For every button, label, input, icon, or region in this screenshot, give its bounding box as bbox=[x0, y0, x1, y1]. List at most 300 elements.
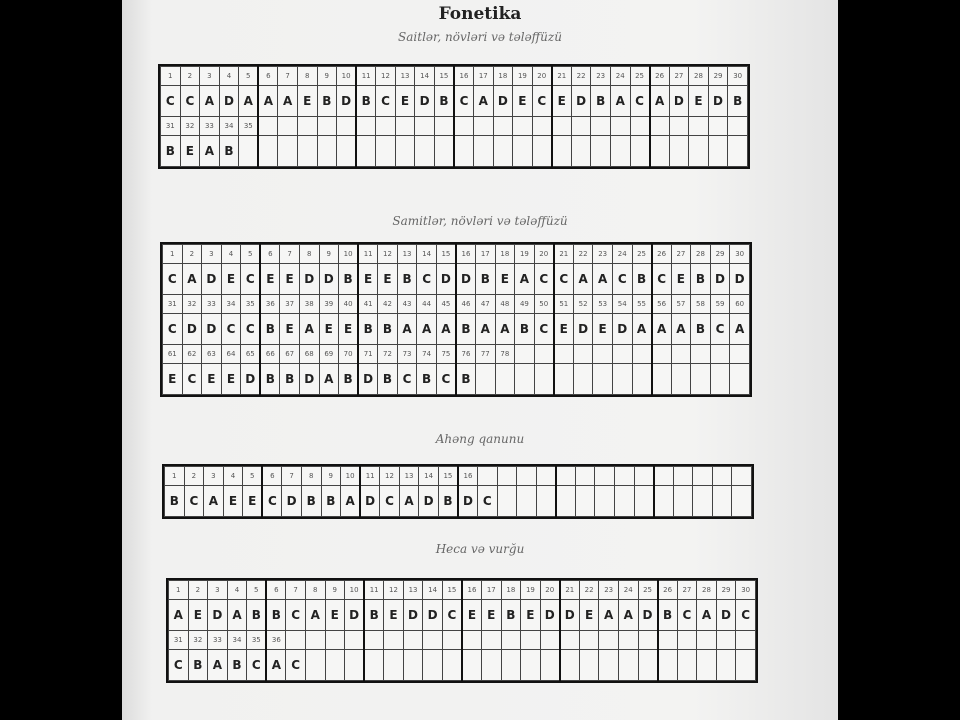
question-number: 32 bbox=[182, 295, 202, 314]
answer-letter-row bbox=[161, 86, 748, 117]
answer-letter: D bbox=[493, 86, 513, 117]
answer-letter: A bbox=[239, 86, 259, 117]
answer-letter: E bbox=[243, 486, 263, 517]
question-number: 25 bbox=[632, 245, 652, 264]
question-number bbox=[556, 467, 576, 486]
question-number: 23 bbox=[593, 245, 613, 264]
question-number: 22 bbox=[571, 67, 591, 86]
answer-letter: A bbox=[697, 600, 717, 631]
answer-letter bbox=[493, 136, 513, 167]
question-number: 13 bbox=[399, 467, 419, 486]
answer-letter: A bbox=[671, 314, 691, 345]
answer-letter bbox=[691, 364, 711, 395]
answer-letter bbox=[395, 136, 415, 167]
question-number: 69 bbox=[319, 345, 339, 364]
answer-letter: A bbox=[515, 264, 535, 295]
section-consonants-grid bbox=[162, 244, 750, 395]
answer-letter: E bbox=[579, 600, 599, 631]
section-title-vowels: Saitlər, növləri və tələffüzü bbox=[398, 30, 562, 44]
answer-letter: C bbox=[532, 86, 552, 117]
answer-letter bbox=[384, 650, 404, 681]
question-number: 28 bbox=[689, 67, 709, 86]
question-number bbox=[325, 631, 345, 650]
answer-letter: A bbox=[169, 600, 189, 631]
answer-letter: E bbox=[188, 600, 208, 631]
question-number: 32 bbox=[180, 117, 200, 136]
answer-letter: C bbox=[376, 86, 396, 117]
question-number: 33 bbox=[208, 631, 228, 650]
answer-letter: C bbox=[454, 86, 474, 117]
answer-letter bbox=[697, 650, 717, 681]
answer-letter bbox=[337, 136, 357, 167]
answer-letter bbox=[610, 136, 630, 167]
question-number: 5 bbox=[243, 467, 263, 486]
answer-letter bbox=[689, 136, 709, 167]
question-number bbox=[650, 117, 670, 136]
answer-letter: E bbox=[221, 364, 241, 395]
answer-letter bbox=[708, 136, 728, 167]
answer-letter: A bbox=[258, 86, 278, 117]
question-number: 28 bbox=[697, 581, 717, 600]
answer-letter: C bbox=[652, 264, 672, 295]
answer-letter: B bbox=[378, 314, 398, 345]
answer-letter: D bbox=[423, 600, 443, 631]
answer-letter: A bbox=[305, 600, 325, 631]
answer-letter bbox=[712, 486, 732, 517]
question-number bbox=[317, 117, 337, 136]
answer-letter: D bbox=[571, 86, 591, 117]
answer-letter: C bbox=[534, 314, 554, 345]
answer-letter: B bbox=[280, 364, 300, 395]
answer-letter: C bbox=[182, 364, 202, 395]
question-number bbox=[716, 631, 736, 650]
question-number: 4 bbox=[221, 245, 241, 264]
question-number: 27 bbox=[669, 67, 689, 86]
question-number: 41 bbox=[358, 295, 378, 314]
section-title-harmony: Ahəng qanunu bbox=[435, 432, 525, 446]
answer-letter bbox=[495, 364, 515, 395]
answer-letter bbox=[534, 364, 554, 395]
answer-letter: D bbox=[638, 600, 658, 631]
answer-letter bbox=[513, 136, 533, 167]
question-number: 25 bbox=[630, 67, 650, 86]
question-number: 19 bbox=[515, 245, 535, 264]
answer-letter: E bbox=[462, 600, 482, 631]
question-number: 34 bbox=[227, 631, 247, 650]
answer-letter: A bbox=[341, 486, 361, 517]
question-number: 8 bbox=[305, 581, 325, 600]
answer-letter: D bbox=[436, 264, 456, 295]
answer-sheet-page bbox=[122, 0, 838, 720]
answer-letter: B bbox=[378, 364, 398, 395]
answer-letter: B bbox=[591, 86, 611, 117]
answer-letter: B bbox=[501, 600, 521, 631]
answer-letter: C bbox=[677, 600, 697, 631]
question-number: 36 bbox=[266, 631, 286, 650]
answer-letter: E bbox=[671, 264, 691, 295]
question-number: 26 bbox=[650, 67, 670, 86]
question-number: 15 bbox=[438, 467, 458, 486]
answer-letter bbox=[442, 650, 462, 681]
answer-letter: D bbox=[708, 86, 728, 117]
question-number: 65 bbox=[241, 345, 261, 364]
question-number bbox=[415, 117, 435, 136]
answer-letter bbox=[677, 650, 697, 681]
answer-letter bbox=[536, 486, 556, 517]
question-number bbox=[654, 467, 674, 486]
question-number bbox=[630, 117, 650, 136]
answer-letter: E bbox=[593, 314, 613, 345]
answer-letter: B bbox=[417, 364, 437, 395]
question-number: 56 bbox=[652, 295, 672, 314]
question-number: 3 bbox=[208, 581, 228, 600]
answer-letter bbox=[591, 136, 611, 167]
answer-letter: E bbox=[689, 86, 709, 117]
answer-letter: A bbox=[182, 264, 202, 295]
answer-letter bbox=[736, 650, 756, 681]
answer-letter bbox=[482, 650, 502, 681]
answer-letter bbox=[476, 364, 496, 395]
question-number bbox=[712, 467, 732, 486]
question-number: 16 bbox=[462, 581, 482, 600]
question-number: 30 bbox=[728, 67, 748, 86]
answer-letter: A bbox=[278, 86, 298, 117]
question-number: 49 bbox=[515, 295, 535, 314]
question-number bbox=[673, 467, 693, 486]
answer-letter: C bbox=[241, 264, 261, 295]
answer-letter: C bbox=[436, 364, 456, 395]
question-number: 20 bbox=[534, 245, 554, 264]
question-number: 5 bbox=[241, 245, 261, 264]
question-number: 47 bbox=[476, 295, 496, 314]
question-number: 35 bbox=[241, 295, 261, 314]
question-number-row bbox=[161, 67, 748, 86]
question-number bbox=[728, 117, 748, 136]
answer-letter-row bbox=[163, 264, 750, 295]
answer-table bbox=[168, 580, 756, 681]
question-number bbox=[442, 631, 462, 650]
question-number bbox=[278, 117, 298, 136]
question-number bbox=[376, 117, 396, 136]
question-number: 70 bbox=[339, 345, 359, 364]
question-number bbox=[579, 631, 599, 650]
question-number bbox=[595, 467, 615, 486]
answer-letter: A bbox=[227, 600, 247, 631]
question-number: 2 bbox=[182, 245, 202, 264]
question-number: 2 bbox=[188, 581, 208, 600]
question-number: 31 bbox=[169, 631, 189, 650]
question-number bbox=[730, 345, 750, 364]
answer-letter: B bbox=[456, 314, 476, 345]
answer-letter: C bbox=[612, 264, 632, 295]
question-number bbox=[501, 631, 521, 650]
answer-letter bbox=[532, 136, 552, 167]
page-title: Fonetika bbox=[438, 4, 522, 24]
answer-letter bbox=[630, 136, 650, 167]
question-number bbox=[554, 345, 574, 364]
question-number bbox=[517, 467, 537, 486]
question-number: 21 bbox=[552, 67, 572, 86]
answer-letter: A bbox=[476, 314, 496, 345]
question-number: 34 bbox=[221, 295, 241, 314]
answer-letter: B bbox=[358, 314, 378, 345]
question-number: 11 bbox=[358, 245, 378, 264]
answer-letter bbox=[710, 364, 730, 395]
question-number bbox=[652, 345, 672, 364]
answer-letter: D bbox=[456, 264, 476, 295]
question-number: 46 bbox=[456, 295, 476, 314]
question-number bbox=[305, 631, 325, 650]
question-number: 7 bbox=[282, 467, 302, 486]
question-number: 6 bbox=[260, 245, 280, 264]
answer-letter: A bbox=[208, 650, 228, 681]
answer-letter: C bbox=[417, 264, 437, 295]
question-number: 13 bbox=[403, 581, 423, 600]
question-number: 4 bbox=[219, 67, 239, 86]
question-number-row bbox=[163, 245, 750, 264]
question-number: 2 bbox=[180, 67, 200, 86]
answer-letter: D bbox=[730, 264, 750, 295]
answer-letter: D bbox=[337, 86, 357, 117]
question-number: 26 bbox=[658, 581, 678, 600]
question-number: 78 bbox=[495, 345, 515, 364]
answer-letter bbox=[517, 486, 537, 517]
answer-letter bbox=[614, 486, 634, 517]
answer-letter: D bbox=[716, 600, 736, 631]
question-number: 17 bbox=[482, 581, 502, 600]
answer-letter: A bbox=[399, 486, 419, 517]
answer-letter-row bbox=[169, 650, 756, 681]
question-number: 4 bbox=[223, 467, 243, 486]
answer-letter bbox=[671, 364, 691, 395]
answer-letter bbox=[403, 650, 423, 681]
section-syllable-stress-grid bbox=[168, 580, 756, 681]
question-number: 29 bbox=[710, 245, 730, 264]
answer-letter bbox=[258, 136, 278, 167]
question-number bbox=[521, 631, 541, 650]
answer-letter: B bbox=[317, 86, 337, 117]
question-number: 76 bbox=[456, 345, 476, 364]
section-title-syllable-stress: Heca və vurğu bbox=[435, 542, 525, 556]
answer-letter: C bbox=[554, 264, 574, 295]
question-number-row bbox=[161, 117, 748, 136]
answer-letter: C bbox=[180, 86, 200, 117]
question-number: 6 bbox=[258, 67, 278, 86]
question-number: 3 bbox=[202, 245, 222, 264]
question-number: 42 bbox=[378, 295, 398, 314]
question-number: 14 bbox=[415, 67, 435, 86]
question-number: 50 bbox=[534, 295, 554, 314]
question-number: 64 bbox=[221, 345, 241, 364]
answer-letter: E bbox=[552, 86, 572, 117]
question-number bbox=[403, 631, 423, 650]
question-number: 6 bbox=[266, 581, 286, 600]
answer-letter: E bbox=[384, 600, 404, 631]
answer-letter bbox=[732, 486, 752, 517]
answer-letter: B bbox=[339, 264, 359, 295]
question-number-row bbox=[169, 631, 756, 650]
answer-letter: E bbox=[513, 86, 533, 117]
answer-table bbox=[164, 466, 752, 517]
question-number: 39 bbox=[319, 295, 339, 314]
answer-letter: D bbox=[419, 486, 439, 517]
answer-letter: C bbox=[380, 486, 400, 517]
question-number: 72 bbox=[378, 345, 398, 364]
answer-letter: E bbox=[202, 364, 222, 395]
answer-letter: A bbox=[200, 86, 220, 117]
question-number bbox=[634, 467, 654, 486]
question-number: 75 bbox=[436, 345, 456, 364]
answer-letter bbox=[415, 136, 435, 167]
question-number: 36 bbox=[260, 295, 280, 314]
answer-letter: D bbox=[458, 486, 478, 517]
question-number: 10 bbox=[341, 467, 361, 486]
question-number: 5 bbox=[247, 581, 267, 600]
answer-letter bbox=[618, 650, 638, 681]
answer-letter: A bbox=[599, 600, 619, 631]
question-number bbox=[573, 345, 593, 364]
answer-letter: E bbox=[319, 314, 339, 345]
answer-letter: A bbox=[417, 314, 437, 345]
question-number: 32 bbox=[188, 631, 208, 650]
question-number: 22 bbox=[573, 245, 593, 264]
question-number: 58 bbox=[691, 295, 711, 314]
answer-letter: E bbox=[495, 264, 515, 295]
question-number: 8 bbox=[297, 67, 317, 86]
answer-letter: A bbox=[618, 600, 638, 631]
question-number: 34 bbox=[219, 117, 239, 136]
answer-letter: B bbox=[397, 264, 417, 295]
answer-letter: D bbox=[415, 86, 435, 117]
question-number: 9 bbox=[321, 467, 341, 486]
question-number bbox=[593, 345, 613, 364]
answer-letter bbox=[716, 650, 736, 681]
question-number: 33 bbox=[200, 117, 220, 136]
answer-letter bbox=[434, 136, 454, 167]
answer-letter: A bbox=[266, 650, 286, 681]
question-number bbox=[638, 631, 658, 650]
answer-letter: C bbox=[630, 86, 650, 117]
answer-letter: D bbox=[202, 264, 222, 295]
answer-letter: B bbox=[260, 364, 280, 395]
answer-letter: C bbox=[478, 486, 498, 517]
question-number: 15 bbox=[434, 67, 454, 86]
answer-letter: E bbox=[325, 600, 345, 631]
question-number: 16 bbox=[456, 245, 476, 264]
answer-letter: D bbox=[710, 264, 730, 295]
question-number: 23 bbox=[599, 581, 619, 600]
question-number bbox=[454, 117, 474, 136]
question-number: 2 bbox=[184, 467, 204, 486]
question-number: 62 bbox=[182, 345, 202, 364]
answer-letter bbox=[638, 650, 658, 681]
question-number: 11 bbox=[360, 467, 380, 486]
question-number: 61 bbox=[163, 345, 183, 364]
question-number: 11 bbox=[364, 581, 384, 600]
question-number: 31 bbox=[161, 117, 181, 136]
answer-letter bbox=[571, 136, 591, 167]
answer-letter: B bbox=[632, 264, 652, 295]
answer-letter: E bbox=[180, 136, 200, 167]
answer-letter bbox=[650, 136, 670, 167]
answer-letter: D bbox=[345, 600, 365, 631]
question-number: 22 bbox=[579, 581, 599, 600]
answer-letter bbox=[575, 486, 595, 517]
answer-letter: B bbox=[161, 136, 181, 167]
question-number: 18 bbox=[501, 581, 521, 600]
answer-letter bbox=[654, 486, 674, 517]
question-number: 12 bbox=[376, 67, 396, 86]
answer-letter bbox=[579, 650, 599, 681]
question-number: 28 bbox=[691, 245, 711, 264]
question-number bbox=[258, 117, 278, 136]
question-number bbox=[497, 467, 517, 486]
question-number bbox=[423, 631, 443, 650]
answer-letter: E bbox=[260, 264, 280, 295]
question-number bbox=[618, 631, 638, 650]
answer-letter bbox=[595, 486, 615, 517]
question-number: 17 bbox=[474, 67, 494, 86]
answer-letter-row bbox=[161, 136, 748, 167]
answer-letter: B bbox=[260, 314, 280, 345]
answer-letter bbox=[297, 136, 317, 167]
answer-letter: D bbox=[282, 486, 302, 517]
question-number bbox=[632, 345, 652, 364]
question-number: 14 bbox=[419, 467, 439, 486]
answer-letter: C bbox=[534, 264, 554, 295]
question-number bbox=[364, 631, 384, 650]
answer-table bbox=[162, 244, 750, 395]
answer-letter: E bbox=[395, 86, 415, 117]
answer-letter: B bbox=[266, 600, 286, 631]
question-number: 44 bbox=[417, 295, 437, 314]
question-number: 9 bbox=[317, 67, 337, 86]
answer-letter: C bbox=[241, 314, 261, 345]
answer-letter bbox=[239, 136, 259, 167]
answer-letter bbox=[658, 650, 678, 681]
question-number bbox=[552, 117, 572, 136]
question-number: 35 bbox=[239, 117, 259, 136]
answer-letter bbox=[554, 364, 574, 395]
question-number: 16 bbox=[454, 67, 474, 86]
answer-letter: E bbox=[378, 264, 398, 295]
question-number: 13 bbox=[395, 67, 415, 86]
answer-letter: D bbox=[182, 314, 202, 345]
question-number bbox=[571, 117, 591, 136]
question-number: 19 bbox=[513, 67, 533, 86]
question-number: 71 bbox=[358, 345, 378, 364]
question-number: 21 bbox=[560, 581, 580, 600]
question-number: 24 bbox=[612, 245, 632, 264]
answer-letter: B bbox=[434, 86, 454, 117]
answer-letter: D bbox=[241, 364, 261, 395]
answer-letter bbox=[599, 650, 619, 681]
answer-letter: E bbox=[297, 86, 317, 117]
answer-letter bbox=[673, 486, 693, 517]
question-number: 5 bbox=[239, 67, 259, 86]
question-number: 20 bbox=[532, 67, 552, 86]
question-number: 29 bbox=[708, 67, 728, 86]
answer-letter bbox=[669, 136, 689, 167]
answer-letter: D bbox=[612, 314, 632, 345]
answer-table bbox=[160, 66, 748, 167]
question-number: 53 bbox=[593, 295, 613, 314]
question-number: 67 bbox=[280, 345, 300, 364]
answer-letter bbox=[278, 136, 298, 167]
answer-letter: C bbox=[736, 600, 756, 631]
question-number: 3 bbox=[204, 467, 224, 486]
answer-letter: C bbox=[163, 314, 183, 345]
